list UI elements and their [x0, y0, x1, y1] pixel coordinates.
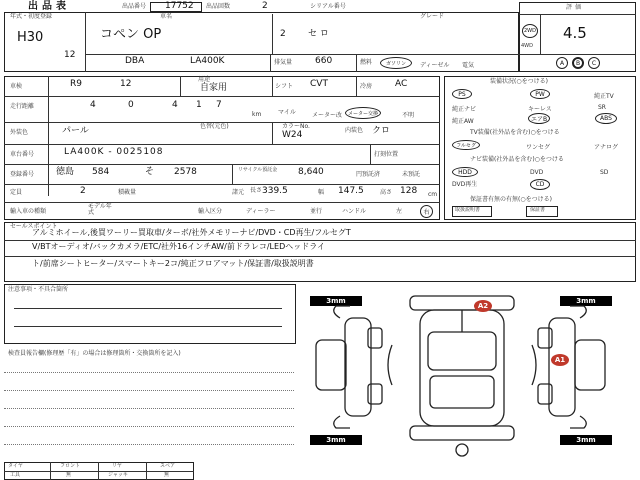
damage-mark-a1: A1: [551, 354, 569, 366]
footer-header-4: スペア: [160, 463, 176, 469]
mileage-label: 走行距離: [10, 103, 35, 110]
mile-label: マイル: [278, 109, 296, 116]
grade-label: 評価: [566, 4, 585, 11]
plate-kana: そ: [145, 167, 155, 177]
color-value: パール: [62, 126, 89, 136]
sales-line-1: アルミホイール,後買ワーリー買取車/ターボ/社外メモリーナビ/DVD・CD再生/フルセグT: [32, 228, 351, 237]
recycle-unpaid-label: 未預託: [402, 171, 421, 178]
meter-unknown-option: 不明: [402, 112, 415, 119]
stamp-position-label: 打刻位置: [374, 151, 399, 158]
fuel-label: 燃料: [360, 59, 373, 66]
load-label: 積載量: [118, 189, 137, 196]
length-label: 長さ: [250, 187, 263, 194]
option-airbag: エアB: [528, 113, 550, 124]
mileage-digit-2: 0: [128, 100, 134, 110]
sales-line-3: ト/前席シートヒーター/スマートキー2コ/純正フロアマット/保証書/取扱説明書: [32, 259, 314, 268]
recycle-label: リサイクル預託金: [238, 167, 278, 173]
shaken-month: 12: [120, 79, 132, 89]
interior-color-value: クロ: [372, 126, 391, 136]
mileage-digit-5: 7: [216, 100, 222, 110]
width-label: 幅: [318, 189, 325, 196]
meter-modified-option: メーター改: [312, 112, 343, 119]
year-era: H30: [17, 30, 44, 45]
model-code: LA400K: [190, 56, 225, 66]
capacity-label: 定員: [10, 189, 23, 196]
doors: 2: [280, 29, 286, 39]
drive-4wd-label: 4WD: [521, 43, 533, 49]
plate-class: 584: [92, 167, 110, 177]
scale-badge-top-left: 3mm: [310, 296, 362, 306]
mileage-digit-4: 1: [196, 100, 202, 110]
plate-label: 登録番号: [10, 171, 35, 178]
car-name-label: 車名: [160, 13, 173, 20]
footer-value-3: ジャッキ: [108, 472, 128, 478]
color-no-label: カラーNo.: [282, 123, 310, 130]
count-label: 出品回数: [206, 3, 231, 10]
interior-color-label: 内装色: [345, 127, 364, 134]
serial-label: シリアル番号: [310, 3, 346, 10]
year-label: 年式・初度登録: [10, 13, 53, 20]
dims-label: 諸元: [232, 189, 245, 196]
ac-value: AC: [395, 79, 408, 89]
tv-oneseg-option: ワンセグ: [526, 144, 551, 151]
scale-badge-bottom-right: 3mm: [560, 435, 612, 445]
option-sunroof: SR: [598, 104, 606, 111]
lot-number: 17752: [165, 1, 194, 11]
book-label: 保証書有無の有無(○をつける): [470, 196, 552, 203]
scale-badge-bottom-left: 3mm: [310, 435, 362, 445]
fuel-electric-option: 電気: [462, 62, 475, 69]
count-value: 2: [262, 1, 268, 11]
mileage-digit-1: 4: [90, 100, 96, 110]
option-genuine-aw: 純正AW: [452, 118, 474, 125]
handle-label: ハンドル: [342, 208, 367, 215]
options-title: 装備状況(○をつける): [490, 78, 548, 85]
option-abs: ABS: [595, 113, 617, 124]
mileage-unit: km: [252, 111, 262, 118]
cm-label: cm: [428, 191, 438, 198]
shift-value: CVT: [310, 79, 328, 89]
footer-value-1: 工具: [10, 472, 21, 478]
displacement-label: 排気量: [274, 59, 293, 66]
footer-header-3: リヤ: [112, 463, 122, 469]
ac-label: 冷房: [360, 83, 373, 90]
fuel-diesel-option: ディーゼル: [420, 62, 450, 69]
chassis-value: LA400K - 0025108: [64, 147, 164, 157]
inspection-title: 検査員報告欄(修理歴「有」の場合は修理箇所・交換箇所を記入): [8, 350, 181, 357]
scale-badge-top-right: 3mm: [560, 296, 612, 306]
footer-value-4: 無: [164, 472, 170, 478]
shaken-year: R9: [70, 79, 82, 89]
height-label: 高さ: [380, 189, 393, 196]
plate-area: 徳島: [56, 167, 75, 177]
meter-exchanged-option: メーター交換: [345, 107, 381, 119]
option-keyless: キーレス: [528, 106, 552, 113]
color-no-value: W24: [282, 130, 303, 140]
model-year-label: モデル年式: [88, 203, 112, 216]
footer-header-1: タイヤ: [8, 463, 23, 469]
use-value: 自家用: [200, 83, 228, 93]
fuel-gasoline-option: ガソリン: [380, 57, 412, 69]
interior-grade-b: B: [572, 57, 584, 69]
drive-2wd-icon: 2WD: [522, 24, 538, 38]
body-type: セ ロ: [308, 29, 329, 39]
navi-sd-option: SD: [600, 169, 609, 176]
footer-value-2: 無: [66, 472, 72, 478]
damage-mark-a2: A2: [474, 300, 492, 312]
navi-dvd-option: DVD: [530, 169, 544, 176]
notes-title: 注意事項・不具合箇所: [8, 286, 69, 293]
tv-fullseg-option: フルセグ: [452, 140, 480, 150]
recycle-deposited-label: 円預託済: [356, 171, 381, 178]
recycle-value: 8,640: [298, 167, 324, 177]
color-change-label: 色替(元色): [200, 123, 229, 130]
sales-points-title: セールスポイント: [10, 223, 58, 230]
model-prefix: DBA: [125, 56, 145, 66]
dvd-playback-label: DVD再生: [452, 181, 478, 188]
tv-analog-option: アナログ: [594, 144, 619, 151]
option-ps: PS: [452, 89, 472, 99]
shift-label: シフト: [275, 83, 294, 90]
option-genuine-navi: 純正ナビ: [452, 106, 477, 113]
width-value: 147.5: [338, 186, 364, 196]
lot-label: 出品番号: [122, 3, 147, 10]
car-name: コペン OP: [100, 27, 162, 42]
sales-line-2: V/BTオーディオ/バックカメラ/ETC/社外16インチAW/前ドラレコ/LEDヘッドライ: [32, 242, 325, 251]
interior-grade-c: C: [588, 57, 600, 69]
grade-value: 4.5: [563, 24, 587, 42]
import-parallel-option: 並行: [310, 208, 323, 215]
year-month: 12: [64, 50, 76, 60]
import-dealer-option: ディーラー: [246, 208, 276, 215]
length-value: 339.5: [262, 186, 288, 196]
option-pw: PW: [530, 89, 550, 99]
chassis-label: 車台番号: [10, 151, 35, 158]
use-label: 用途: [198, 76, 211, 83]
import-label: 輸入車の種類: [10, 208, 47, 215]
plate-number: 2578: [174, 167, 197, 177]
form-title: 出品表: [28, 1, 70, 12]
mileage-digit-3: 4: [172, 100, 178, 110]
option-genuine-tv: 純正TV: [594, 93, 614, 100]
shaken-label: 車検: [10, 83, 23, 90]
interior-grade-a: A: [556, 57, 568, 69]
import-type-label: 輸入区分: [198, 208, 223, 215]
grade-name-label: グレード: [420, 13, 445, 20]
capacity-value: 2: [80, 186, 86, 196]
navi-label: ナビ装備(社外品を含む)○をつける: [470, 156, 564, 163]
navi-hdd-option: HDD: [452, 167, 478, 177]
handle-left-option: 左: [396, 208, 403, 215]
color-label: 外装色: [10, 129, 29, 136]
footer-header-2: フロント: [60, 463, 81, 469]
height-value: 128: [400, 186, 418, 196]
dvd-cd-option: CD: [530, 179, 550, 190]
handle-right-option: 右: [420, 205, 433, 218]
displacement-value: 660: [315, 56, 333, 66]
tv-label: TV装備(社外品を含む)○をつける: [470, 129, 560, 136]
